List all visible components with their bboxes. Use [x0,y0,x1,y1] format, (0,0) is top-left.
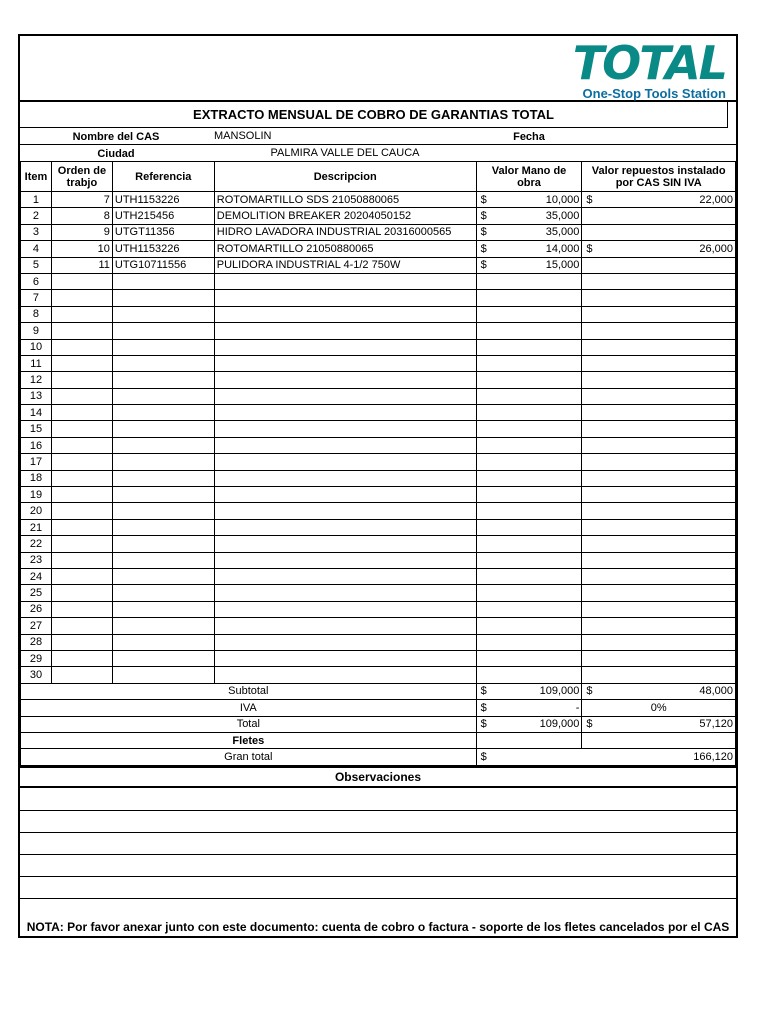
cell-mano-obra [476,323,582,339]
currency-symbol: $ [480,210,487,223]
cell-mano-obra: $ 35,000 [476,224,582,240]
cell-referencia [112,339,214,355]
table-row [21,290,736,306]
cell-repuestos [582,585,736,601]
currency-symbol: $ [480,226,487,239]
cell-orden [51,585,112,601]
total-repuestos: $ 57,120 [582,716,736,732]
cell-repuestos [582,273,736,289]
currency-symbol: $ [480,193,487,206]
currency-symbol: $ [480,750,487,763]
iva-mano: $ - [476,700,582,716]
currency-symbol: $ [586,193,593,206]
cell-mano-obra [476,388,582,404]
cell-repuestos [582,290,736,306]
cell-mano-obra [476,585,582,601]
cell-mano-obra [476,650,582,666]
currency-symbol: $ [586,242,593,255]
cell-repuestos [582,454,736,470]
cell-repuestos: $ 26,000 [582,241,736,257]
cell-orden [51,470,112,486]
cell-orden [51,355,112,371]
cell-repuestos [582,355,736,371]
cell-repuestos [582,618,736,634]
subtotal-repuestos: $ 48,000 [582,683,736,699]
cell-repuestos [582,421,736,437]
fecha-label: Fecha [513,130,545,143]
cell-descripcion [214,650,476,666]
observaciones-line [20,898,736,899]
cell-descripcion: ROTOMARTILLO 21050880065 [214,241,476,257]
cell-referencia [112,405,214,421]
cell-descripcion [214,355,476,371]
cell-repuestos [582,552,736,568]
cell-mano-obra [476,536,582,552]
ciudad-label: Ciudad [97,147,135,160]
cell-referencia [112,634,214,650]
observaciones-line [20,854,736,855]
table-row [21,487,736,503]
cell-descripcion [214,519,476,535]
cell-orden [51,618,112,634]
table-row [21,421,736,437]
iva-repuestos: 0% [582,700,736,716]
table-header-row [21,162,736,192]
cell-descripcion [214,273,476,289]
table-row [21,372,736,388]
cell-mano-obra [476,601,582,617]
cell-orden [51,552,112,568]
cell-repuestos [582,634,736,650]
cell-referencia [112,536,214,552]
table-row [21,667,736,683]
cell-item: 4 [21,241,52,257]
table-row [21,405,736,421]
cell-mano-obra [476,372,582,388]
cell-referencia [112,421,214,437]
table-row [21,224,736,240]
cell-item: 11 [21,355,52,371]
table-row [21,388,736,404]
cell-item: 3 [21,224,52,240]
cell-referencia [112,519,214,535]
cell-mano-obra: $ 14,000 [476,241,582,257]
cell-orden [51,388,112,404]
cell-orden [51,306,112,322]
footer-note: NOTA: Por favor anexar junto con este documento: cuenta de cobro o factura - soporte de los fletes cancelados por el CAS [26,920,730,934]
cell-orden [51,372,112,388]
currency-symbol: $ [480,718,487,731]
table-row [21,618,736,634]
cell-referencia [112,667,214,683]
cell-item: 15 [21,421,52,437]
cell-descripcion [214,421,476,437]
table-row [21,568,736,584]
cell-item: 30 [21,667,52,683]
document-title: EXTRACTO MENSUAL DE COBRO DE GARANTIAS TOTAL [20,102,728,128]
cell-mano-obra [476,437,582,453]
cell-mano-obra [476,355,582,371]
table-row [21,208,736,224]
cell-descripcion [214,585,476,601]
cell-orden [51,634,112,650]
cell-referencia [112,585,214,601]
cell-referencia [112,306,214,322]
cell-repuestos [582,601,736,617]
total-mano: $ 109,000 [476,716,582,732]
subtotal-label: Subtotal [21,683,477,699]
cell-orden [51,487,112,503]
currency-symbol: $ [586,685,593,698]
cell-item: 12 [21,372,52,388]
currency-symbol: $ [480,685,487,698]
cell-orden [51,601,112,617]
cell-orden [51,405,112,421]
cell-descripcion [214,568,476,584]
cell-mano-obra [476,273,582,289]
fletes-repuestos [582,732,736,748]
cell-item: 14 [21,405,52,421]
cell-item: 13 [21,388,52,404]
table-row [21,323,736,339]
cell-item: 29 [21,650,52,666]
cell-item: 2 [21,208,52,224]
table-row [21,437,736,453]
cell-referencia [112,470,214,486]
cell-descripcion [214,503,476,519]
cell-descripcion [214,601,476,617]
warranty-table [20,161,736,766]
cell-orden [51,519,112,535]
cell-item: 28 [21,634,52,650]
cell-item: 24 [21,568,52,584]
cell-descripcion: ROTOMARTILLO SDS 21050880065 [214,192,476,208]
cell-item: 21 [21,519,52,535]
cell-repuestos [582,224,736,240]
cell-item: 27 [21,618,52,634]
observaciones-line [20,832,736,833]
cell-descripcion [214,667,476,683]
cell-item: 20 [21,503,52,519]
cell-repuestos [582,388,736,404]
cell-descripcion [214,306,476,322]
cell-descripcion [214,634,476,650]
cell-mano-obra [476,339,582,355]
fletes-mano [476,732,582,748]
cell-mano-obra [476,421,582,437]
cell-orden [51,503,112,519]
cell-repuestos [582,667,736,683]
fecha-value [582,128,736,145]
cell-mano-obra [476,503,582,519]
cell-referencia [112,650,214,666]
cell-mano-obra: $ 15,000 [476,257,582,273]
cell-referencia [112,552,214,568]
cell-referencia [112,388,214,404]
cell-repuestos [582,306,736,322]
totals-block [21,683,736,765]
subtotal-mano: $ 109,000 [476,683,582,699]
iva-row [21,700,736,716]
cell-referencia: UTG10711556 [112,257,214,273]
cell-descripcion [214,487,476,503]
table-row [21,552,736,568]
table-row [21,257,736,273]
col-item: Item [21,162,52,192]
cell-orden [51,273,112,289]
cell-descripcion [214,454,476,470]
iva-label: IVA [21,700,477,716]
cell-item: 22 [21,536,52,552]
cell-orden [51,437,112,453]
cell-repuestos [582,437,736,453]
table-row [21,585,736,601]
cell-referencia [112,568,214,584]
table-row [21,634,736,650]
logo-tagline: One-Stop Tools Station [582,86,726,101]
gran-total-label: Gran total [21,749,477,765]
cell-orden [51,536,112,552]
table-row [21,273,736,289]
cell-referencia: UTH1153226 [112,241,214,257]
table-row [21,454,736,470]
currency-symbol: $ [586,718,593,731]
currency-symbol: $ [480,701,487,714]
table-row [21,536,736,552]
currency-symbol: $ [480,242,487,255]
cell-item: 17 [21,454,52,470]
cell-mano-obra: $ 10,000 [476,192,582,208]
cell-repuestos [582,536,736,552]
cell-mano-obra [476,470,582,486]
cell-orden [51,568,112,584]
cell-referencia [112,372,214,388]
total-row [21,716,736,732]
cell-referencia [112,487,214,503]
cell-orden: 10 [51,241,112,257]
cell-repuestos [582,503,736,519]
total-logo [536,36,726,101]
cell-orden: 8 [51,208,112,224]
total-label: Total [21,716,477,732]
table-row [21,192,736,208]
cell-item: 8 [21,306,52,322]
cell-repuestos [582,470,736,486]
cell-orden: 9 [51,224,112,240]
cell-descripcion: PULIDORA INDUSTRIAL 4-1/2 750W [214,257,476,273]
observaciones-title: Observaciones [20,766,736,788]
cell-referencia [112,437,214,453]
cell-mano-obra [476,552,582,568]
table-row [21,519,736,535]
table-row [21,306,736,322]
cell-item: 19 [21,487,52,503]
cell-descripcion [214,405,476,421]
currency-symbol: $ [480,259,487,272]
cell-referencia: UTH215456 [112,208,214,224]
cell-referencia [112,290,214,306]
cell-item: 26 [21,601,52,617]
cell-item: 1 [21,192,52,208]
fletes-row [21,732,736,748]
cell-referencia [112,503,214,519]
cell-descripcion [214,552,476,568]
cell-repuestos [582,568,736,584]
cell-repuestos [582,257,736,273]
cell-descripcion [214,339,476,355]
cell-descripcion: DEMOLITION BREAKER 20204050152 [214,208,476,224]
cell-mano-obra [476,568,582,584]
cell-descripcion [214,388,476,404]
gran-total-row [21,749,736,765]
cell-item: 7 [21,290,52,306]
cell-orden [51,667,112,683]
cell-item: 23 [21,552,52,568]
cell-descripcion [214,372,476,388]
cell-orden [51,339,112,355]
table-row [21,339,736,355]
cell-referencia: UTGT11356 [112,224,214,240]
cell-referencia [112,273,214,289]
cell-repuestos [582,405,736,421]
info-block [20,128,736,162]
cell-descripcion [214,618,476,634]
ciudad-value: PALMIRA VALLE DEL CAUCA [214,145,476,162]
cell-orden [51,323,112,339]
cell-descripcion [214,470,476,486]
cell-item: 10 [21,339,52,355]
cell-item: 18 [21,470,52,486]
cell-mano-obra [476,618,582,634]
logo-brand: TOTAL [572,36,726,90]
header [20,36,736,102]
cell-repuestos [582,208,736,224]
col-descripcion: Descripcion [214,162,476,192]
cell-mano-obra [476,306,582,322]
col-orden: Orden de trabjo [51,162,112,192]
table-row [21,601,736,617]
cell-descripcion [214,290,476,306]
cell-repuestos [582,650,736,666]
observaciones-line [20,810,736,811]
cell-mano-obra [476,519,582,535]
warranty-statement-sheet [18,34,738,938]
cell-mano-obra [476,634,582,650]
cell-repuestos [582,372,736,388]
table-row [21,355,736,371]
cell-descripcion [214,536,476,552]
cell-repuestos: $ 22,000 [582,192,736,208]
cell-mano-obra [476,290,582,306]
cell-descripcion [214,323,476,339]
cell-mano-obra [476,487,582,503]
table-row [21,470,736,486]
cell-referencia [112,454,214,470]
cell-orden: 11 [51,257,112,273]
col-mano-obra: Valor Mano de obra [476,162,582,192]
cell-descripcion [214,437,476,453]
cell-mano-obra [476,405,582,421]
cas-label: Nombre del CAS [72,130,160,143]
cell-item: 16 [21,437,52,453]
cell-referencia [112,601,214,617]
cell-referencia [112,355,214,371]
cell-orden [51,650,112,666]
cell-repuestos [582,323,736,339]
cell-orden: 7 [51,192,112,208]
cell-item: 25 [21,585,52,601]
cell-referencia [112,323,214,339]
subtotal-row [21,683,736,699]
cell-orden [51,421,112,437]
col-referencia: Referencia [112,162,214,192]
cas-value: MANSOLIN [214,128,476,145]
cell-orden [51,454,112,470]
table-row [21,241,736,257]
cell-mano-obra [476,454,582,470]
cell-mano-obra [476,667,582,683]
cell-referencia: UTH1153226 [112,192,214,208]
cell-repuestos [582,487,736,503]
fletes-label: Fletes [21,732,477,748]
cell-item: 6 [21,273,52,289]
cell-orden [51,290,112,306]
observaciones-line [20,876,736,877]
col-repuestos: Valor repuestos instalado por CAS SIN IVA [582,162,736,192]
cell-item: 5 [21,257,52,273]
cell-referencia [112,618,214,634]
cell-item: 9 [21,323,52,339]
table-row [21,503,736,519]
gran-total-value: $ 166,120 [476,749,735,765]
cell-mano-obra: $ 35,000 [476,208,582,224]
table-row [21,650,736,666]
cell-repuestos [582,519,736,535]
cell-descripcion: HIDRO LAVADORA INDUSTRIAL 20316000565 [214,224,476,240]
cell-repuestos [582,339,736,355]
